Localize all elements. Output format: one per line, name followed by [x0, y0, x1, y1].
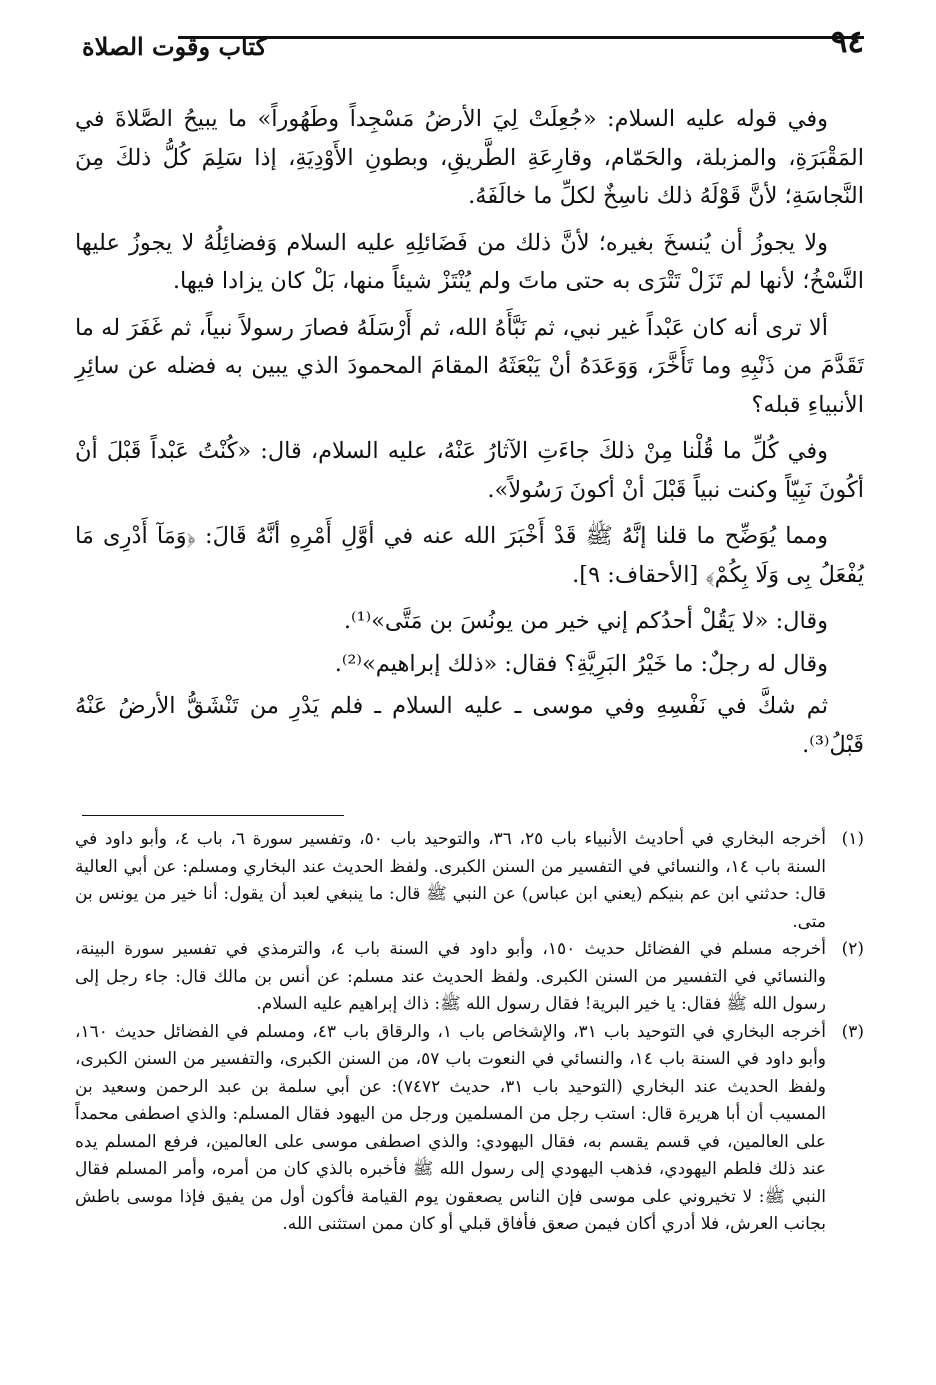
footnote-text: أخرجه البخاري في التوحيد باب ٣١، والإشخاص باب ١، والرقاق باب ٤٣، ومسلم في الفضائل حديث ١٦٠، وأبو داود في السنة باب ١٤، والنسائي في النعوت باب ٥٧، من السنن الكبرى، والتفسير من السنن الكبرى، ولفظ الحديث عند البخاري (التوحيد باب ٣١، حديث ٧٤٧٢): عن أبي سلمة بن عبد الرحمن وسعيد بن المسيب أن أبا هريرة قال: استب رجل من المسلمين ورجل من اليهود فقال المسلم: والذي اصطفى محمداً على العالمين، في قسم يقسم به، فقال اليهودي: والذي اصطفى موسى على العالمين، فرفع المسلم يده عند ذلك فلطم اليهودي، فذهب اليهودي إلى رسول الله ﷺ فأخبره بالذي كان من أمره، وأمر المسلم فقال النبي ﷺ: لا تخيروني على موسى فإن الناس يصعقون يوم القيامة فأكون أول من يفيق فإذا موسى باطش بجانب العرش، فلا أدري أكان فيمن صعق فأفاق قبلي أو كان ممن استثنى الله.	[75, 1021, 827, 1234]
paragraph: ولا يجوزُ أن يُنسخَ بغيره؛ لأنَّ ذلك من فَضَائلِهِ عليه السلام وَفضائِلُهُ لا يجوزُ عليها النَّسْخُ؛ لأنها لم تَزَلْ تَتْرَى به حتى ماتَ ولم يُنْتَزْ شيئاً منها، بَلْ كان يزادا فيها.	[75, 229, 864, 294]
paragraph: وفي كُلِّ ما قُلْنا مِنْ ذلكَ جاءَتِ الآثارُ عَنْهُ، عليه السلام، قال: «كُنْتُ عَبْداً قَبْلَ أنْ أكُونَ نَبِيّاً وكنت نبياً قَبْلَ أنْ أكونَ رَسُولاً».	[75, 438, 864, 503]
footnote	[75, 826, 864, 936]
footnote-number: (٢)	[841, 939, 864, 959]
paragraph: وقال: «لا يَقُلْ أحدُكم إني خير من يونُسَ بن مَتَّى»⁽¹⁾.	[343, 608, 828, 634]
footnote-text: أخرجه البخاري في أحاديث الأنبياء باب ٢٥، ٣٦، والتوحيد باب ٥٠، وتفسير سورة ٦، باب ٤، وأبو داود في السنة باب ١٤، والنسائي في التفسير من السنن الكبرى. ولفظ الحديث عند البخاري ومسلم: عن أبي العالية قال: حدثني ابن عم بنيكم (يعني ابن عباس) عن النبي ﷺ قال: ما ينبغي لعبد أن يقول: أنا خير من يونس بن متى.	[75, 829, 827, 932]
paragraph: ثم شكَّ في نَفْسِهِ وفي موسى ـ عليه السلام ـ فلم يَدْرِ من تَنْشَقُّ الأرضُ عَنْهُ قَبْلُ⁽³⁾.	[75, 693, 864, 758]
footnotes	[75, 826, 864, 1239]
page-header	[82, 22, 864, 68]
page-number: ٩٤	[830, 24, 864, 60]
footnote-separator	[82, 815, 344, 816]
header-rule	[178, 36, 864, 39]
paragraph: ألا ترى أنه كان عَبْداً غير نبي، ثم نَبَّأَهُ الله، ثم أَرْسَلَهُ فصارَ رسولاً نبياً، ثم غَفَرَ له ما تَقَدَّمَ من ذَنْبِهِ وما تَأَخَّرَ، وَوَعَدَهُ أنْ يَبْعَثَهُ المقامَ المحمودَ الذي يبين به فضله عن سائِرِ الأنبياءِ قبله؟	[75, 314, 864, 418]
footnote-number: (٣)	[841, 1021, 864, 1042]
paragraph: ومما يُوَضِّح ما قلنا إنَّهُ ﷺ قَدْ أَخْبَرَ الله عنه في أوَّلِ أَمْرِهِ أنَّهُ قَالَ: ﴿وَمَآ أَدْرِى مَا يُفْعَلُ بِى وَلَا بِكُمْ﴾ [الأحقاف: ٩].	[75, 523, 864, 588]
paragraph: وقال له رجلٌ: ما خَيْرُ البَرِيَّةِ؟ فقال: «ذلك إبراهيم»⁽²⁾.	[334, 650, 828, 677]
paragraph: وفي قوله عليه السلام: «جُعِلَتْ لِيَ الأرضُ مَسْجِداً وطَهُوراً» ما يبيحُ الصَّلاةَ في المَقْبَرَةِ، والمزبلة، والحَمّام، وقارِعَةِ الطَّريقِ، وبطونِ الأَوْدِيَةِ، إذا سَلِمَ كُلُّ ذلكَ مِنَ النَّجاسَةِ؛ لأنَّ قَوْلَهُ ذلك ناسِخٌ لكلِّ ما خالَفَهُ.	[75, 106, 864, 209]
footnote-number: (١)	[841, 829, 864, 849]
footnote-text: أخرجه مسلم في الفضائل حديث ١٥٠، وأبو داود في السنة باب ٤، والترمذي في تفسير سورة البينة، والنسائي في التفسير من السنن الكبرى. ولفظ الحديث عند مسلم: عن أنس بن مالك قال: جاء رجل إلى رسول الله ﷺ فقال: يا خير البرية! فقال رسول الله ﷺ: ذاك إبراهيم عليه السلام.	[75, 939, 826, 1014]
main-text	[75, 100, 864, 772]
footnote	[75, 936, 864, 1019]
footnote	[75, 1019, 864, 1239]
running-title: كتاب وقوت الصلاة	[82, 32, 268, 61]
